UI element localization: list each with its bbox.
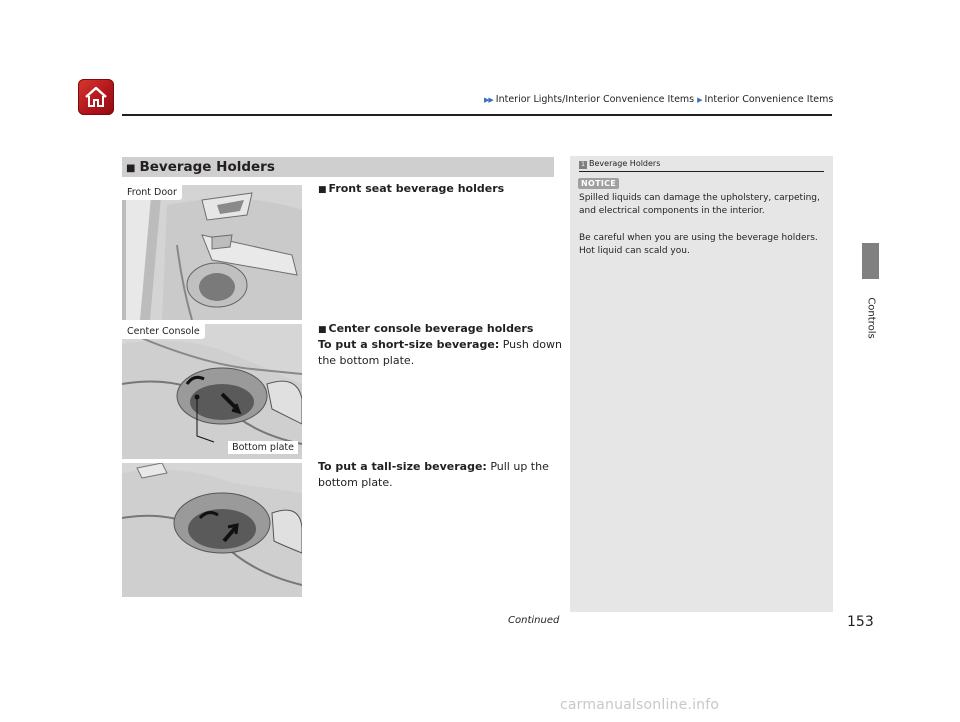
tall-beverage-illustration (122, 463, 302, 597)
notice-badge: NOTICE (578, 178, 619, 189)
header-rule (122, 114, 832, 116)
chapter-tab[interactable] (862, 243, 879, 279)
watermark: carmanualsonline.info (560, 697, 720, 713)
front-door-illustration (122, 185, 302, 320)
short-beverage-instruction-cont: the bottom plate. (318, 354, 415, 367)
sidebar-rule (579, 171, 824, 172)
breadcrumb-item-2[interactable]: Interior Convenience Items (704, 94, 834, 105)
tall-beverage-instruction-cont: bottom plate. (318, 476, 393, 489)
square-bullet-icon: ■ (318, 325, 327, 335)
chapter-label[interactable]: Controls (865, 297, 877, 339)
breadcrumb-arrow-icon: ▶ (697, 96, 702, 104)
short-beverage-instruction: To put a short-size beverage: Push down (318, 338, 563, 351)
breadcrumb-item-1[interactable]: Interior Lights/Interior Convenience Items (495, 94, 695, 105)
sidebar-notes (570, 156, 833, 612)
continued-label: Continued (508, 615, 560, 626)
front-seat-heading: ■ Front seat beverage holders (318, 182, 505, 195)
section-heading: ■ Beverage Holders (122, 157, 554, 177)
caution-text-line1: Be careful when you are using the beverage holders. (579, 233, 818, 243)
image-caption: Center Console (122, 324, 205, 339)
notice-text-line1: Spilled liquids can damage the upholstery, carpeting, (579, 193, 820, 203)
caution-text-line2: Hot liquid can scald you. (579, 246, 690, 256)
breadcrumb (484, 94, 833, 105)
center-console-heading: ■ Center console beverage holders (318, 322, 534, 335)
center-console-illustration (122, 324, 302, 459)
square-bullet-icon: ■ (126, 163, 136, 174)
ref-number-icon: 1 (579, 161, 587, 169)
image-caption: Front Door (122, 185, 182, 200)
square-bullet-icon: ■ (318, 185, 327, 195)
bottom-plate-callout: Bottom plate (228, 441, 298, 454)
tall-beverage-instruction: To put a tall-size beverage: Pull up the (318, 460, 549, 473)
breadcrumb-arrow-icon: ▶▶ (484, 96, 493, 104)
notice-text-line2: and electrical components in the interior. (579, 206, 765, 216)
home-icon[interactable] (78, 79, 114, 115)
sidebar-ref-title[interactable]: 1 Beverage Holders (579, 159, 660, 169)
page-number: 153 (847, 614, 874, 630)
